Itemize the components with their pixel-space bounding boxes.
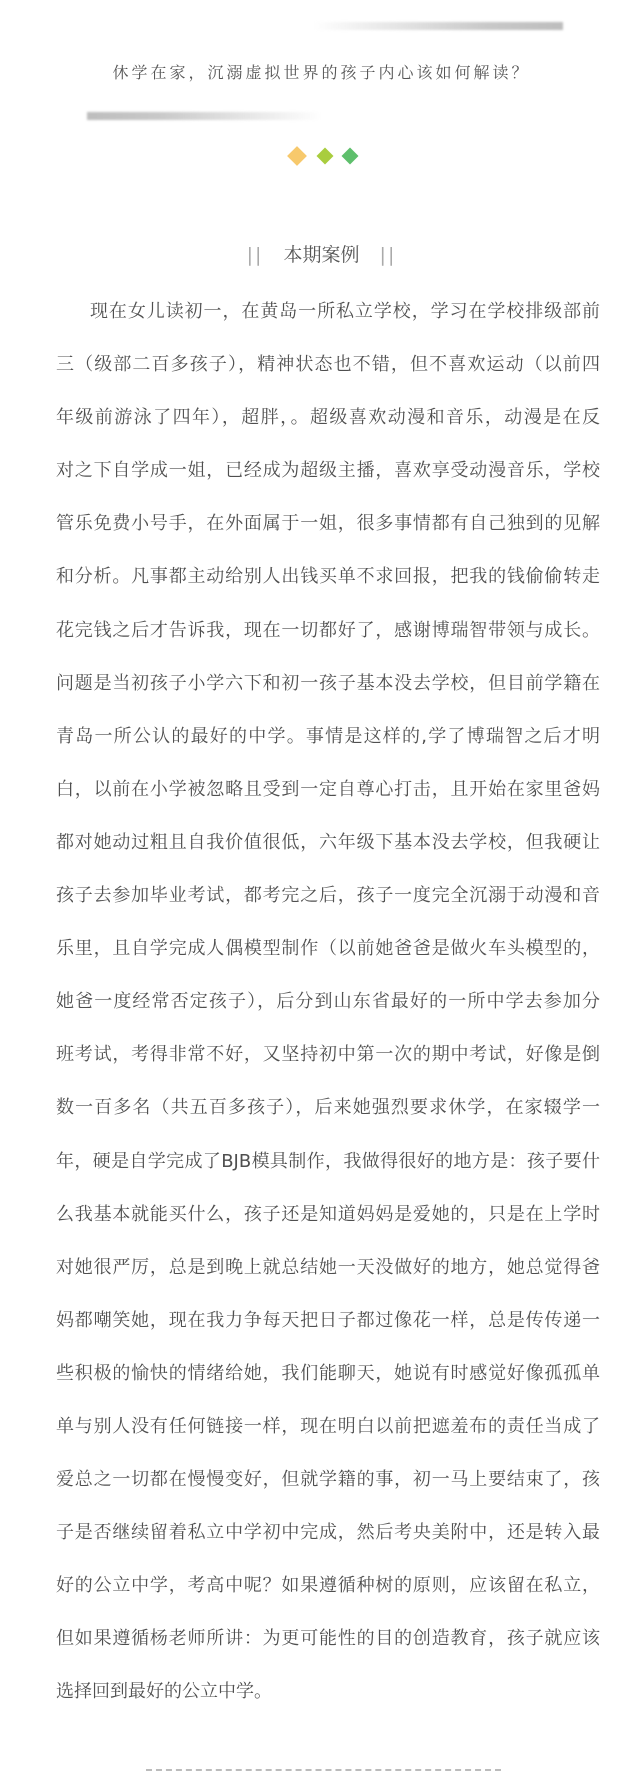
body-text-line: 些积极的愉快的情绪给她，我们能聊天，她说有时感觉好像孤孤单 [56, 1362, 600, 1384]
heading-label: 本期案例 [283, 244, 360, 266]
body-text-line: 对之下自学成一姐，已经成为超级主播，喜欢享受动漫音乐，学校 [56, 460, 600, 482]
diamond-icon-green [342, 148, 359, 165]
body-text-line: 管乐免费小号手，在外面属于一姐，很多事情都有自己独到的见解 [56, 513, 600, 535]
body-text-line: 青岛一所公认的最好的中学。事情是这样的,学了博瑞智之后才明 [56, 725, 600, 747]
body-text-line: 但如果遵循杨老师所讲：为更可能性的目的创造教育，孩子就应该 [56, 1628, 600, 1650]
decorative-divider-top [313, 22, 563, 30]
heading-right-mark: || [379, 244, 397, 266]
heading-left-mark: || [246, 244, 264, 266]
body-text-line: 三（级部二百多孩子），精神状态也不错，但不喜欢运动（以前四 [56, 354, 600, 376]
body-text-line: 和分析。凡事都主动给别人出钱买单不求回报，把我的钱偷偷转走 [56, 566, 600, 588]
body-text-line: 孩子去参加毕业考试，都考完之后，孩子一度完全沉溺于动漫和音 [56, 885, 600, 907]
dotted-divider [146, 1769, 501, 1771]
body-text-line: 花完钱之后才告诉我，现在一切都好了，感谢博瑞智带领与成长。 [56, 619, 600, 641]
diamond-icon-lime [317, 148, 334, 165]
body-text-line: 好的公立中学，考高中呢？如果遵循种树的原则，应该留在私立， [56, 1575, 600, 1597]
body-text-line: 单与别人没有任何链接一样，现在明白以前把遮羞布的责任当成了 [56, 1415, 600, 1437]
body-text-line: 班考试，考得非常不好，又坚持初中第一次的期中考试，好像是倒 [56, 1044, 600, 1066]
body-text-line: 都对她动过粗且自我价值很低，六年级下基本没去学校，但我硬让 [56, 831, 600, 853]
body-text-line: 么我基本就能买什么，孩子还是知道妈妈是爱她的，只是在上学时 [56, 1203, 600, 1225]
body-text-line: 乐里，且自学完成人偶模型制作（以前她爸爸是做火车头模型的， [56, 938, 600, 960]
body-text-line: 子是否继续留着私立中学初中完成，然后考央美附中，还是转入最 [56, 1522, 600, 1544]
body-text-line: 年级前游泳了四年），超胖，。超级喜欢动漫和音乐，动漫是在反 [56, 407, 600, 429]
body-text-line: 她爸一度经常否定孩子），后分到山东省最好的一所中学去参加分 [56, 991, 600, 1013]
article-title: 休学在家，沉溺虚拟世界的孩子内心该如何解读？ [112, 63, 531, 82]
section-heading [0, 240, 643, 267]
body-text-line: 选择回到最好的公立中学。 [56, 1681, 272, 1703]
body-text-line: 问题是当初孩子小学六下和初一孩子基本没去学校，但目前学籍在 [56, 672, 600, 694]
article-body [56, 285, 600, 1719]
body-text-line: 年，硬是自学完成了BJB模具制作，我做得很好的地方是：孩子要什 [56, 1150, 600, 1172]
body-text-line: 妈都嘲笑她，现在我力争每天把日子都过像花一样，总是传传递一 [56, 1309, 600, 1331]
body-text-line: 对她很严厉，总是到晚上就总结她一天没做好的地方，她总觉得爸 [56, 1256, 600, 1278]
body-text-line: 爱总之一切都在慢慢变好，但就学籍的事，初一马上要结束了，孩 [56, 1469, 600, 1491]
body-text-line: 现在女儿读初一，在黄岛一所私立学校，学习在学校排级部前 [90, 301, 600, 322]
body-text-line: 数一百多名（共五百多孩子），后来她强烈要求休学，在家辍学一 [56, 1097, 600, 1119]
body-text-line: 白，以前在小学被忽略且受到一定自尊心打击，且开始在家里爸妈 [56, 778, 600, 800]
diamond-icon-orange [287, 146, 307, 166]
decorative-divider-bottom [87, 112, 322, 120]
diamond-ornament [0, 149, 643, 167]
